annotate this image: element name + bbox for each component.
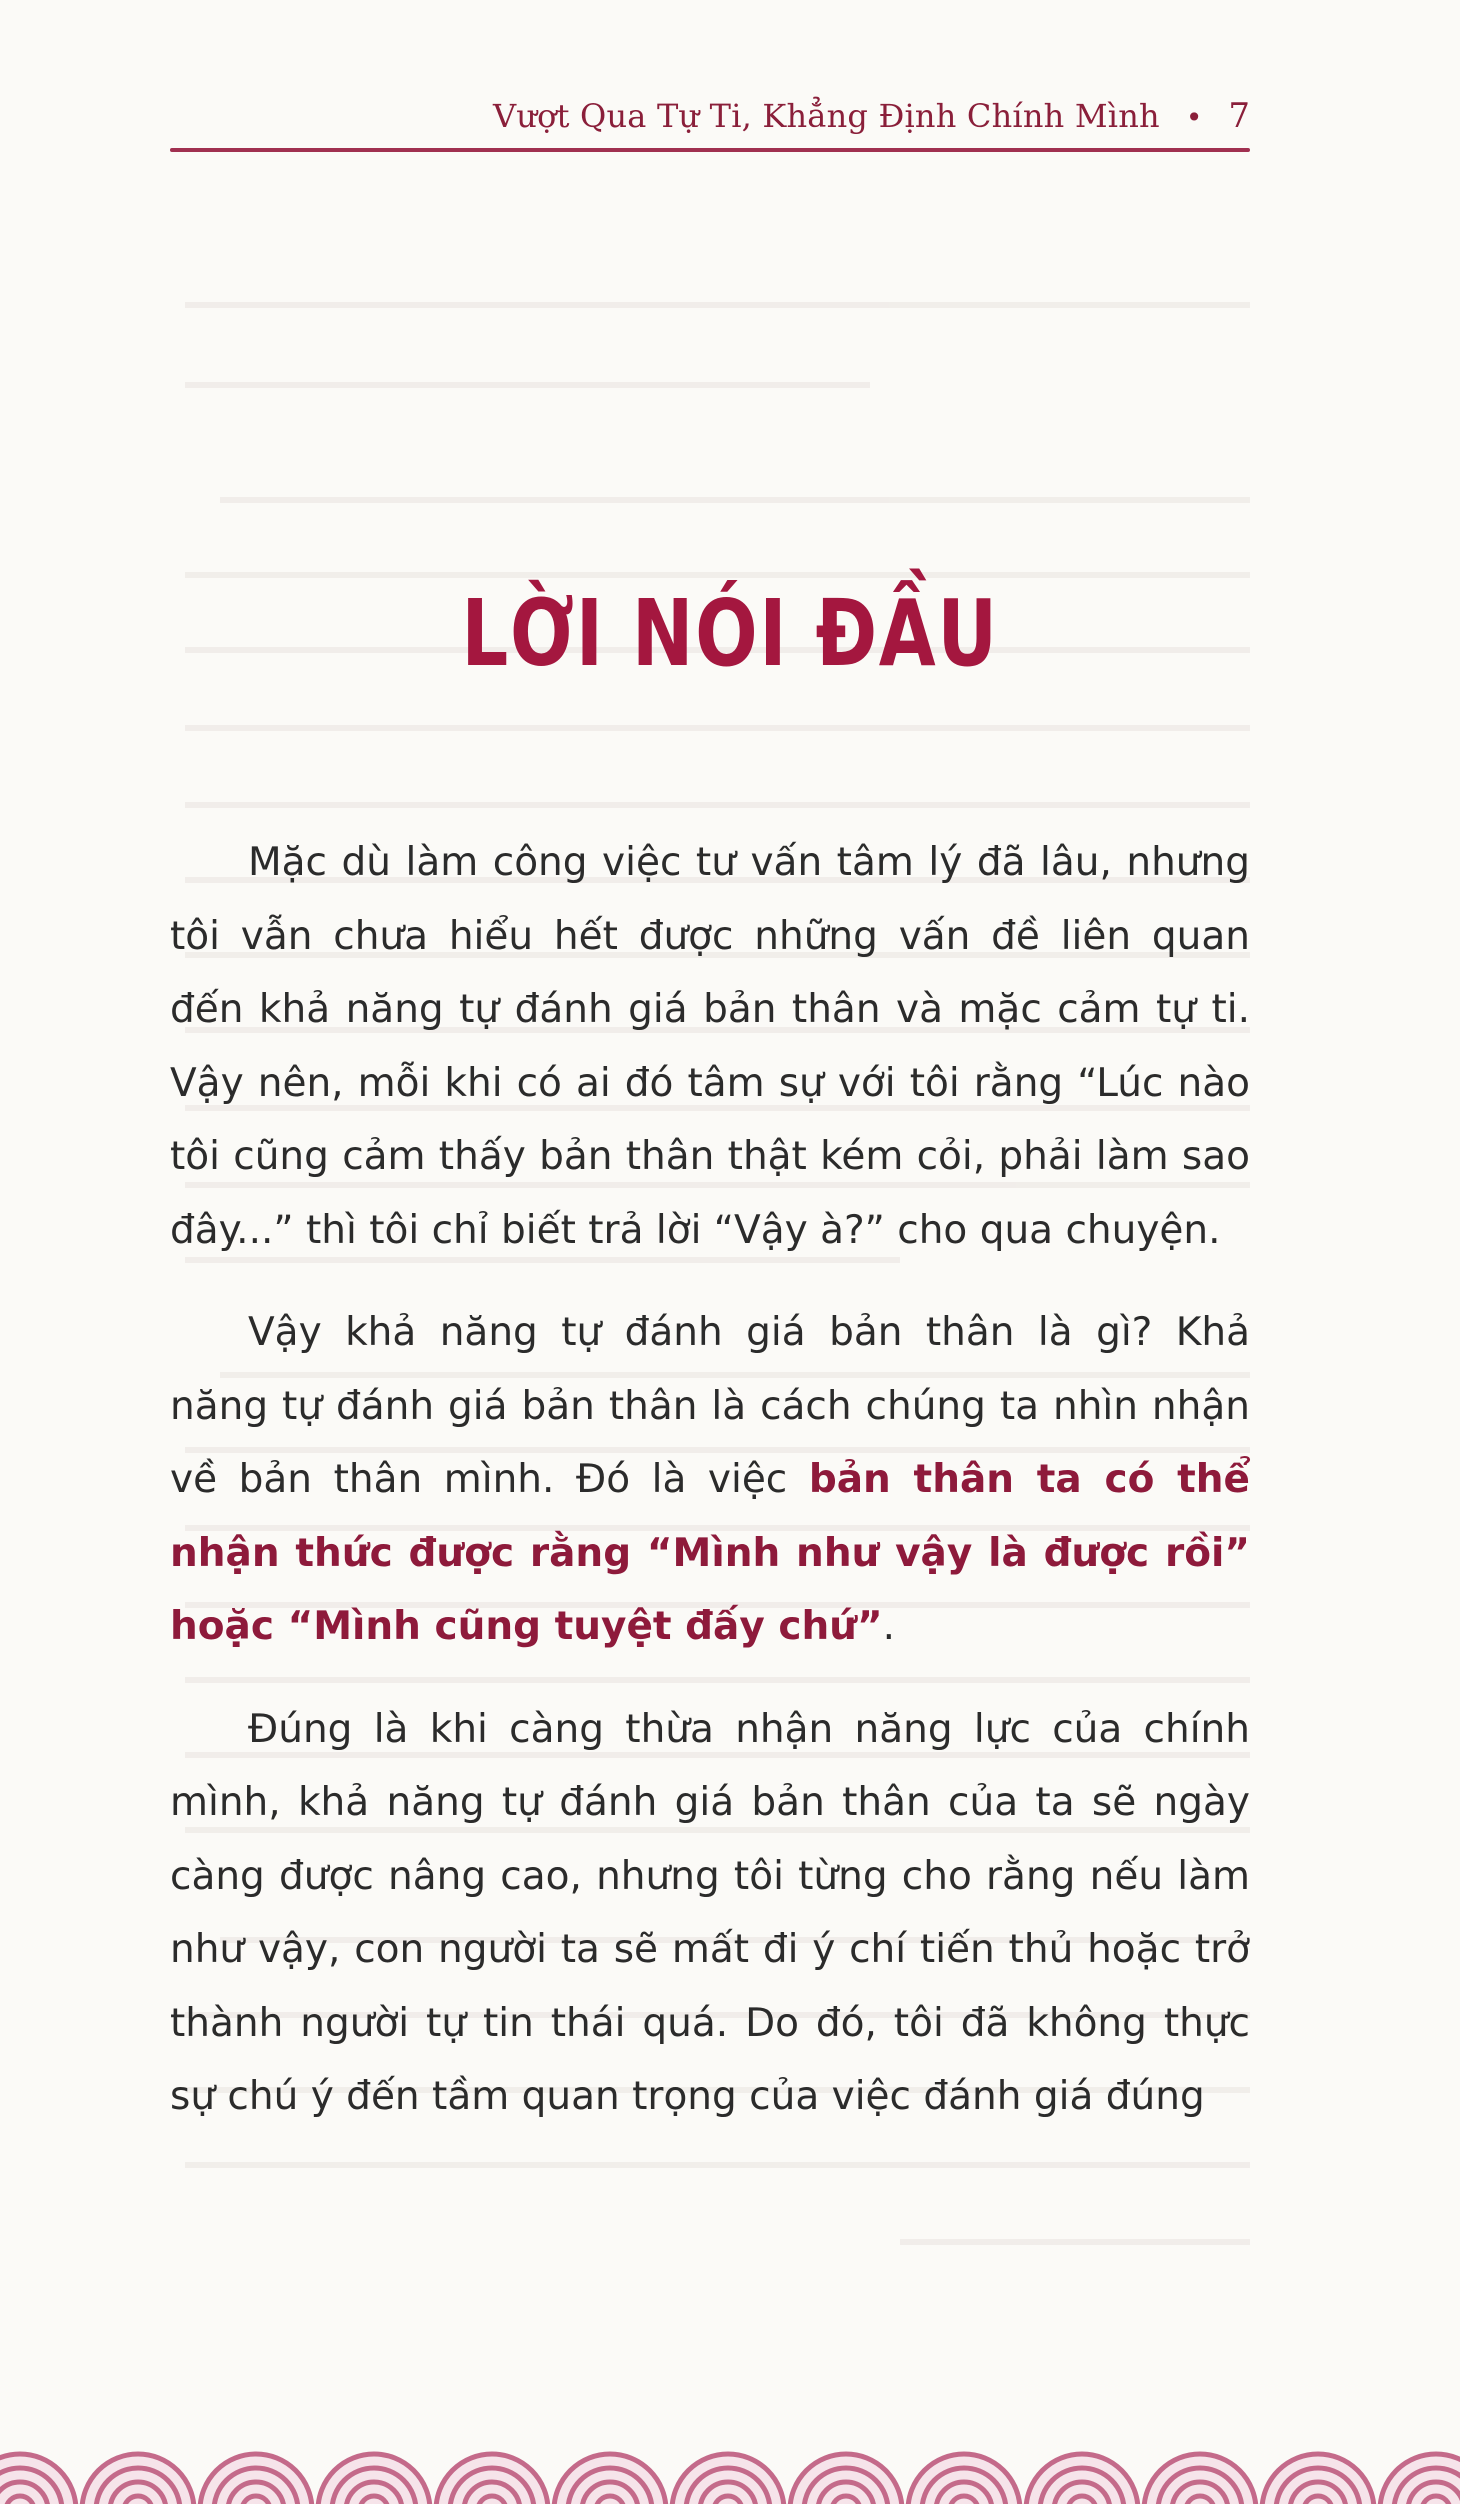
header-rule: [170, 148, 1250, 152]
swirl-motif: [908, 2454, 1020, 2504]
paragraph-1: Mặc dù làm công việc tư vấn tâm lý đã lâu, nhưng tôi vẫn chưa hiểu hết được những vấn đề liên quan đến khả năng tự đánh giá bản thân và mặc cảm tự ti. Vậy nên, mỗi khi có ai đó tâm sự với tôi rằng “Lúc nào tôi cũng cảm thấy bản thân thật kém cỏi, phải làm sao đây...” thì tôi chỉ biết trả lời “Vậy à?” cho qua chuyện.: [170, 840, 1250, 1253]
swirl-motif: [436, 2454, 548, 2504]
swirl-motif: [318, 2454, 430, 2504]
page-number: 7: [1228, 96, 1250, 136]
paragraph-2-emphasis: bản thân ta có thể nhận thức được rằng “Mình như vậy là được rồi” hoặc “Mình cũng tuyệt đấy chứ”: [170, 1457, 1250, 1649]
swirl-motif: [1380, 2454, 1460, 2504]
running-title: Vượt Qua Tự Ti, Khẳng Định Chính Mình: [493, 97, 1160, 135]
swirl-motif: [1026, 2454, 1138, 2504]
swirl-motif: [672, 2454, 784, 2504]
swirl-border-decoration: [0, 2418, 1460, 2504]
paragraph-3: Đúng là khi càng thừa nhận năng lực của chính mình, khả năng tự đánh giá bản thân của ta sẽ ngày càng được nâng cao, nhưng tôi từng cho rằng nếu làm như vậy, con người ta sẽ mất đi ý chí tiến thủ hoặc trở thành người tự tin thái quá. Do đó, tôi đã không thực sự chú ý đến tầm quan trọng của việc đánh giá đúng: [170, 1706, 1250, 2119]
paragraph-2-end: .: [882, 1604, 896, 1649]
swirl-motif: [1144, 2454, 1256, 2504]
paragraph-2: [170, 1296, 1250, 1664]
swirl-motif: [200, 2454, 312, 2504]
swirl-motif: [0, 2454, 76, 2504]
body-text: [170, 826, 1250, 2163]
running-header: [493, 96, 1250, 136]
swirl-motif: [1262, 2454, 1374, 2504]
chapter-title: LỜI NÓI ĐẦU: [461, 580, 999, 687]
header-separator: •: [1185, 101, 1203, 134]
swirl-motif: [554, 2454, 666, 2504]
swirl-motif: [82, 2454, 194, 2504]
paragraph-2-text: Vậy khả năng tự đánh giá bản thân là gì? Khả năng tự đánh giá bản thân là cách chúng ta nhìn nhận về bản thân mình. Đó là việc: [170, 1310, 1250, 1502]
swirl-motif: [790, 2454, 902, 2504]
